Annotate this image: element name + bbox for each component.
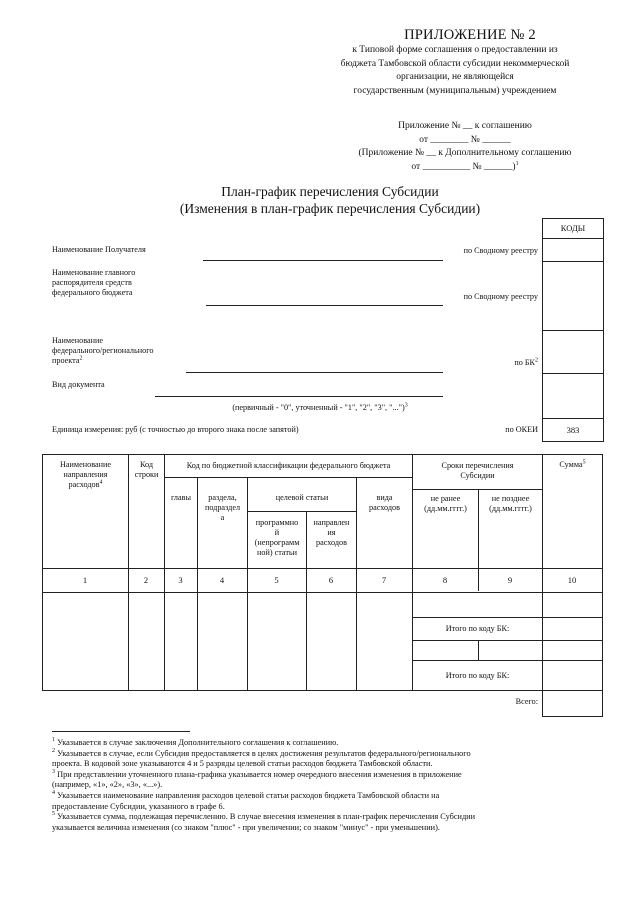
manager-label xyxy=(52,268,135,298)
col-header-name-text: расходов xyxy=(68,480,100,489)
col-header-glavy: главы xyxy=(170,493,192,502)
col-header-name xyxy=(43,460,128,490)
document-type-label: Вид документа xyxy=(52,380,105,389)
document-title-line-2: (Изменения в план-график перечисления Субсидии) xyxy=(179,201,481,216)
codes-header: КОДЫ xyxy=(560,223,586,233)
project-label-line-2: федерального/регионального xyxy=(52,346,154,355)
appendix-line-4: государственным (муниципальным) учреждением xyxy=(353,85,557,96)
manager-label-line-3: федерального бюджета xyxy=(52,288,133,297)
unit-label: Единица измерения: руб (с точностью до второго знака после запятой) xyxy=(52,425,299,434)
col-header-program-line-3: (непрограмм xyxy=(254,538,300,547)
col-header-vid-line-2: расходов xyxy=(368,503,401,512)
col-number-3: 3 xyxy=(178,575,183,585)
footnote-2 xyxy=(52,749,612,760)
document-type-field[interactable] xyxy=(155,396,443,397)
footnote-ref-5: 5 xyxy=(582,459,586,466)
col-header-target: целевой статьи xyxy=(275,493,329,502)
document-title-line-1: План-график перечисления Субсидии xyxy=(221,184,439,199)
col-header-program-line-2: й xyxy=(274,528,280,537)
manager-field[interactable] xyxy=(206,305,443,306)
col-number-6: 6 xyxy=(328,575,334,585)
footnote-separator xyxy=(52,731,190,732)
col-header-razdel xyxy=(198,493,247,523)
col-header-direction-line-3: расходов xyxy=(315,538,348,547)
agreement-ref-line-1: Приложение № __ к соглашению xyxy=(398,121,532,131)
agreement-ref-line-3: (Приложение № __ к Дополнительному соглашению xyxy=(358,148,572,158)
appendix-title: ПРИЛОЖЕНИЕ № 2 xyxy=(404,27,536,43)
col-header-code-line-2: строки xyxy=(134,470,159,479)
col-header-razdel-line-2: подраздел xyxy=(204,503,241,512)
footnote-4 xyxy=(52,791,612,802)
footnotes xyxy=(52,738,612,833)
recipient-registry-label: по Сводному реестру xyxy=(463,246,538,255)
document-title xyxy=(140,183,520,217)
agreement-ref-line-4 xyxy=(320,161,610,175)
recipient-field[interactable] xyxy=(203,260,443,261)
footnote-ref-4: 4 xyxy=(99,479,103,486)
okei-label: по ОКЕИ xyxy=(505,425,538,434)
col-header-program-line-4: ной) статьи xyxy=(256,548,298,557)
col-number-4: 4 xyxy=(219,575,225,585)
footnote-5-text-b: указывается величина изменения (со знаком "плюс" - при увеличении; со знаком "минус" - при уменьшении). xyxy=(52,822,440,832)
footnote-4-text-a: Указывается наименование направления расходов целевой статьи расходов бюджета Тамбовской области на xyxy=(57,790,440,800)
col-header-bk: Код по бюджетной классификации федерального бюджета xyxy=(186,461,391,470)
col-header-from-line-2: (дд.мм.гггг.) xyxy=(424,504,467,513)
footnote-3-text-a: При представлении уточненного плана-графика указывается номер очередного внесения изменения в приложение xyxy=(57,769,462,779)
project-label-line-1: Наименование xyxy=(52,336,104,345)
footnote-3-mark: 3 xyxy=(52,769,55,776)
col-header-from-line-1: не ранее xyxy=(430,494,461,503)
footnote-ref-1: 1 xyxy=(515,160,519,167)
col-header-to-line-2: (дд.мм.гггг.) xyxy=(489,504,532,513)
document-type-hint-text: (первичный - "0", уточненный - "1", "2", "3", "...") xyxy=(232,403,405,412)
total-by-bk-1: Итого по коду БК: xyxy=(445,624,510,633)
footnote-1 xyxy=(52,738,612,749)
footnote-5 xyxy=(52,812,612,823)
manager-registry-label: по Сводному реестру xyxy=(463,292,538,301)
col-header-to xyxy=(479,494,542,514)
footnote-1-text: Указывается в случае заключения Дополнительного соглашения к соглашению. xyxy=(57,738,339,747)
footnote-1-mark: 1 xyxy=(52,737,55,744)
col-header-terms-line-2: Субсидии xyxy=(460,471,495,480)
col-number-1: 1 xyxy=(82,575,88,585)
manager-label-line-1: Наименование главного xyxy=(52,268,136,277)
col-header-vid-line-1: вида xyxy=(376,493,393,502)
total-by-bk-2: Итого по коду БК: xyxy=(445,671,510,680)
col-number-2: 2 xyxy=(143,575,149,585)
project-label-line-3 xyxy=(52,356,153,366)
col-number-5: 5 xyxy=(274,575,279,585)
footnote-4-mark: 4 xyxy=(52,790,55,797)
col-header-code-line-1: Код xyxy=(139,460,154,469)
project-label-text: проекта xyxy=(52,356,80,365)
col-number-9: 9 xyxy=(507,575,513,585)
footnote-2-mark: 2 xyxy=(52,747,55,754)
col-number-7: 7 xyxy=(381,575,387,585)
document-type-hint xyxy=(190,403,450,413)
project-field[interactable] xyxy=(186,372,443,373)
okei-code: 383 xyxy=(566,425,580,435)
col-header-terms xyxy=(413,461,542,481)
col-header-name-line-2: направления xyxy=(63,470,108,479)
grand-total-label: Всего: xyxy=(515,697,538,706)
col-header-vid xyxy=(357,493,412,513)
footnote-3-text-b: (например, «1», «2», «3», «...»). xyxy=(52,780,163,790)
col-number-10: 10 xyxy=(567,575,577,585)
col-header-to-line-1: не позднее xyxy=(491,494,530,503)
col-header-name-line-3 xyxy=(43,480,128,490)
footnote-ref-2: 2 xyxy=(79,355,83,362)
project-bk-label xyxy=(470,358,538,368)
col-header-sum xyxy=(543,460,602,470)
footnote-2-text-b: проекта. В кодовой зоне указываются 4 и 5 разряды целевой статьи расходов бюджета Тамбовской области. xyxy=(52,759,433,769)
manager-label-line-2: распорядителя средств xyxy=(52,278,132,287)
footnote-5-mark: 5 xyxy=(52,811,55,818)
footnote-ref-3: 3 xyxy=(404,402,408,409)
agreement-reference xyxy=(320,120,610,174)
col-header-direction-line-2: ия xyxy=(327,528,336,537)
col-header-code xyxy=(129,460,164,480)
col-header-program xyxy=(248,518,306,558)
col-header-from xyxy=(413,494,478,514)
appendix-subtitle xyxy=(300,44,610,98)
footnote-4-text-b: предоставление Субсидии, указанного в графе 6. xyxy=(52,801,225,811)
col-header-name-line-1: Наименование xyxy=(59,460,111,469)
col-header-program-line-1: программно xyxy=(255,518,299,527)
col-header-razdel-line-1: раздела, xyxy=(208,493,237,502)
col-header-sum-text: Сумма xyxy=(559,460,583,469)
footnote-3 xyxy=(52,770,612,781)
col-header-direction-line-1: направлен xyxy=(313,518,350,527)
recipient-label: Наименование Получателя xyxy=(52,245,146,254)
appendix-line-3: организации, не являющейся xyxy=(396,72,514,82)
agreement-ref-date: от __________ № ______) xyxy=(411,161,516,172)
agreement-ref-line-2: от ________ № ______ xyxy=(419,134,511,145)
col-header-terms-line-1: Сроки перечисления xyxy=(441,461,514,470)
col-header-direction xyxy=(307,518,356,548)
footnote-ref-2b: 2 xyxy=(535,357,538,364)
appendix-line-2: бюджета Тамбовской области субсидии некоммерческой xyxy=(340,58,570,69)
footnote-5-text-a: Указывается сумма, подлежащая перечислению. В случае внесения изменения в план-график перечисления Субсидии xyxy=(57,812,476,822)
col-header-razdel-line-3: а xyxy=(220,513,225,522)
appendix-line-1: к Типовой форме соглашения о предоставлении из xyxy=(352,45,558,55)
project-label xyxy=(52,336,153,366)
col-number-8: 8 xyxy=(442,575,448,585)
bk-label-text: по БК xyxy=(514,358,535,367)
footnote-2-text-a: Указывается в случае, если Субсидия предоставляется в целях достижения результатов федерального/регионального xyxy=(57,748,471,758)
